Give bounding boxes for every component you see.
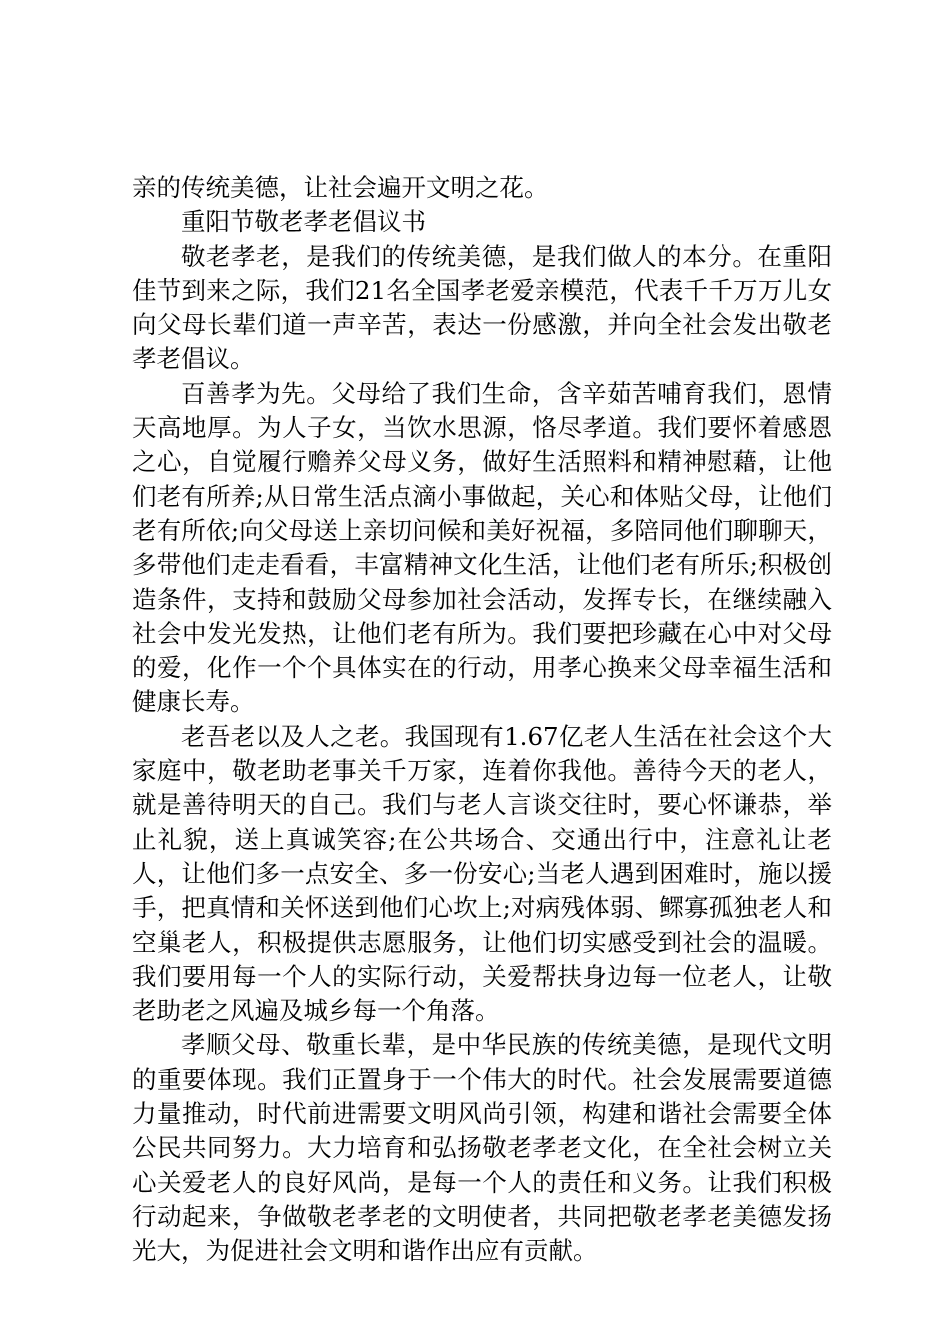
paragraph-respect-elders: 老吾老以及人之老。我国现有1.67亿老人生活在社会这个大家庭中，敬老助老事关千万家，连着你我他。善待今天的老人，就是善待明天的自己。我们与老人言谈交往时，要心怀谦恭，举止礼貌，送上真诚笑容;在公共场合、交通出行中，注意礼让老人，让他们多一点安全、多一份安心;当老人遇到困难时，施以援手，把真情和关怀送到他们心坎上;对病残体弱、鳏寡孤独老人和空巢老人，积极提供志愿服务，让他们切实感受到社会的温暖。我们要用每一个人的实际行动，关爱帮扶身边每一位老人，让敬老助老之风遍及城乡每一个角落。 <box>132 721 832 1026</box>
paragraph-conclusion: 孝顺父母、敬重长辈，是中华民族的传统美德，是现代文明的重要体现。我们正置身于一个伟大的时代。社会发展需要道德力量推动，时代前进需要文明风尚引领，构建和谐社会需要全体公民共同努力。大力培育和弘扬敬老孝老文化，在全社会树立关心关爱老人的良好风尚，是每一个人的责任和义务。让我们积极行动起来，争做敬老孝老的文明使者，共同把敬老孝老美德发扬光大，为促进社会文明和谐作出应有贡献。 <box>132 1030 832 1266</box>
document-page <box>132 171 832 1269</box>
paragraph-intro: 敬老孝老，是我们的传统美德，是我们做人的本分。在重阳佳节到来之际，我们21名全国孝老爱亲模范，代表千千万万儿女向父母长辈们道一声辛苦，表达一份感激，并向全社会发出敬老孝老倡议。 <box>132 241 832 374</box>
document-title: 重阳节敬老孝老倡议书 <box>181 207 426 237</box>
paragraph-filial-piety: 百善孝为先。父母给了我们生命，含辛茹苦哺育我们，恩情天高地厚。为人子女，当饮水思源，恪尽孝道。我们要怀着感恩之心，自觉履行赡养父母义务，做好生活照料和精神慰藉，让他们老有所养;从日常生活点滴小事做起，关心和体贴父母，让他们老有所依;向父母送上亲切问候和美好祝福，多陪同他们聊聊天，多带他们走走看看，丰富精神文化生活，让他们老有所乐;积极创造条件，支持和鼓励父母参加社会活动，发挥专长，在继续融入社会中发光发热，让他们老有所为。我们要把珍藏在心中对父母的爱，化作一个个具体实在的行动，用孝心换来父母幸福生活和健康长寿。 <box>132 378 832 717</box>
paragraph-continuation: 亲的传统美德，让社会遍开文明之花。 <box>132 173 549 202</box>
